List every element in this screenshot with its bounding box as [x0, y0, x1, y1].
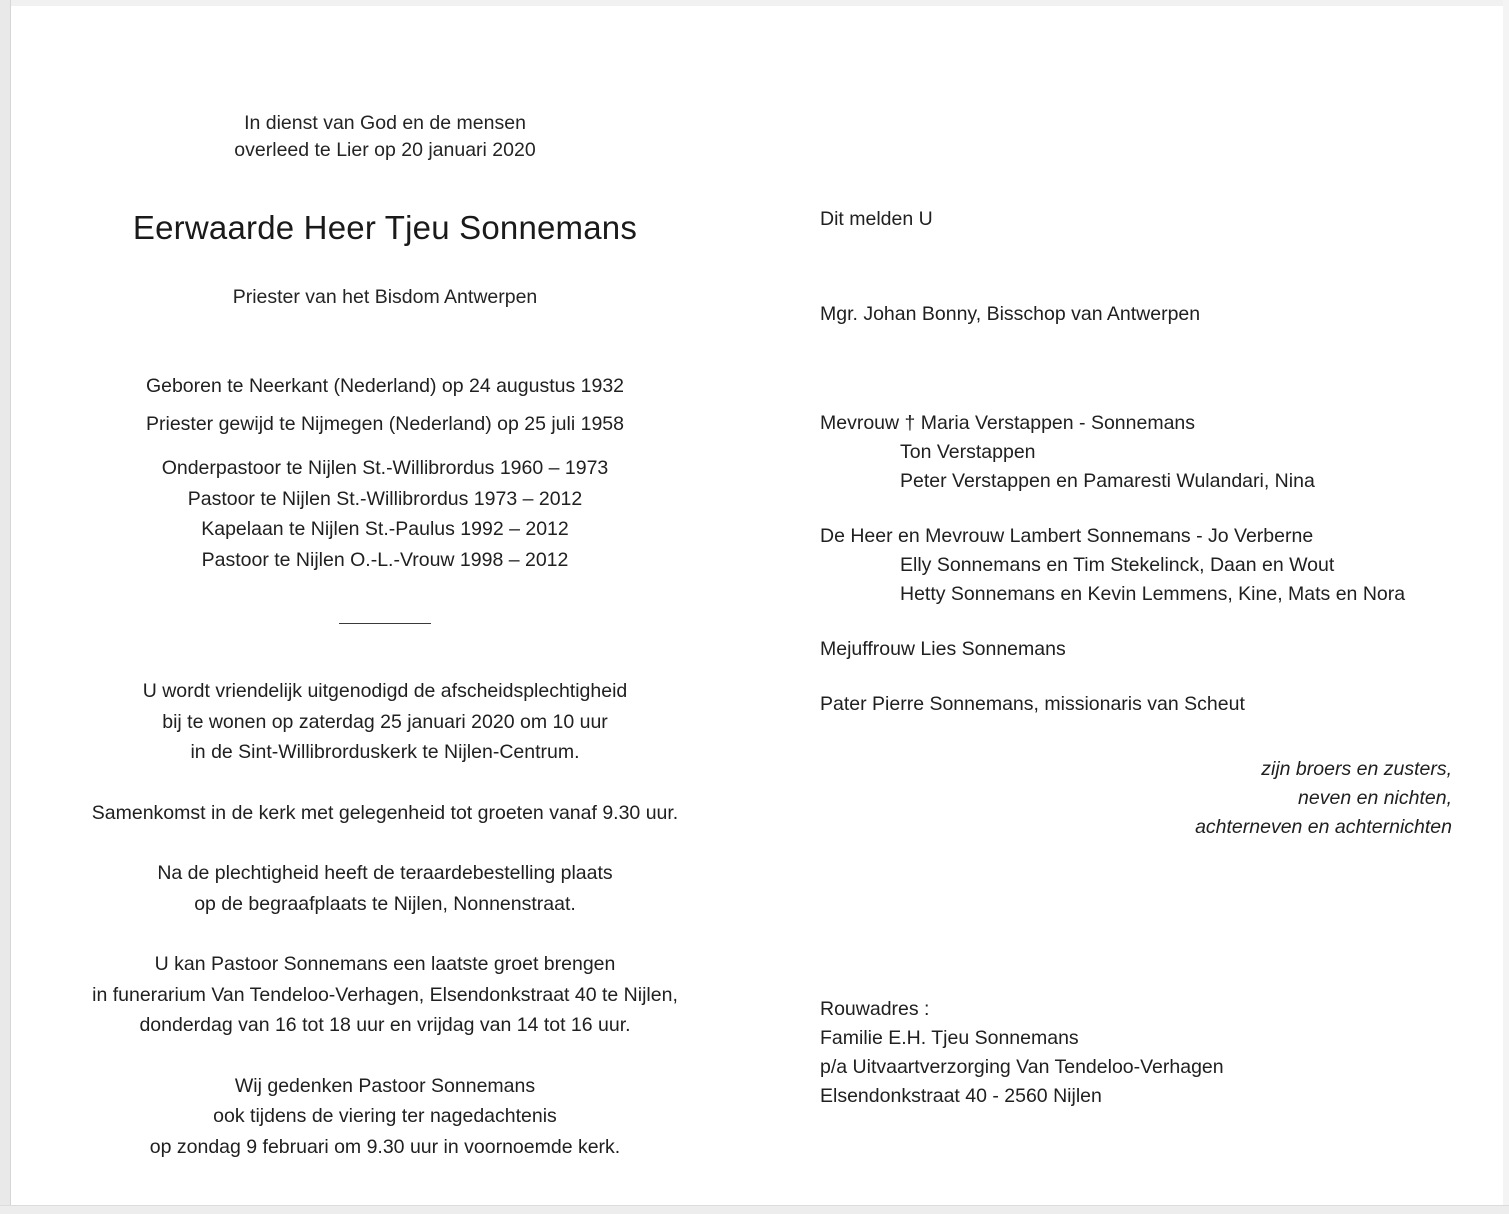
invitation-block [60, 676, 710, 768]
position-item: Pastoor te Nijlen St.-Willibrordus 1973 – 2012 [187, 487, 583, 510]
spacer [820, 329, 1460, 395]
family-child-line: Peter Verstappen en Pamaresti Wulandari, Nina [900, 470, 1315, 492]
address-line: Elsendonkstraat 40 - 2560 Nijlen [820, 1085, 1102, 1107]
family-group [820, 409, 1460, 496]
gathering-note: Samenkomst in de kerk met gelegenheid tot groeten vanaf 9.30 uur. [91, 801, 679, 824]
deceased-role: Priester van het Bisdom Antwerpen [232, 286, 538, 308]
ordination-line: Priester gewijd te Nijmegen (Nederland) op 25 juli 1958 [145, 413, 624, 435]
family-main-line: De Heer en Mevrouw Lambert Sonnemans - Jo Verberne [820, 525, 1314, 547]
spacer [820, 395, 1460, 409]
section-divider [339, 623, 431, 624]
address-line: p/a Uitvaartverzorging Van Tendeloo-Verhagen [820, 1056, 1224, 1078]
lead-line-1: In dienst van God en de mensen [244, 112, 526, 134]
birth-line: Geboren te Neerkant (Nederland) op 24 augustus 1932 [145, 375, 625, 397]
burial-line: Na de plechtigheid heeft de teraardebestelling plaats [157, 862, 613, 884]
family-group [820, 522, 1460, 609]
relations-note [820, 755, 1460, 842]
family-group [820, 690, 1460, 719]
address-line: Rouwadres : [820, 998, 930, 1020]
family-group [820, 635, 1460, 664]
page-edge-left [0, 0, 11, 1214]
remembrance-line: ook tijdens de viering ter nagedachtenis [213, 1105, 557, 1127]
visitation-block [60, 949, 710, 1041]
page-edge-bottom [0, 1205, 1509, 1214]
family-child-line: Hetty Sonnemans en Kevin Lemmens, Kine, Mats en Nora [900, 583, 1406, 605]
page-edge-right [1503, 0, 1509, 1214]
relations-line: zijn broers en zusters, [1261, 758, 1452, 780]
relations-line: neven en nichten, [1298, 787, 1452, 809]
spacer [820, 664, 1460, 690]
mourning-address [820, 995, 1480, 1111]
right-column [820, 205, 1460, 842]
family-child-line: Ton Verstappen [900, 441, 1036, 463]
spacer [820, 496, 1460, 522]
remembrance-block [60, 1071, 710, 1163]
position-item: Kapelaan te Nijlen St.-Paulus 1992 – 2012 [201, 518, 569, 540]
left-column [60, 110, 710, 1162]
page-edge-top [0, 0, 1509, 6]
family-main-line: Pater Pierre Sonnemans, missionaris van Scheut [820, 693, 1245, 715]
visitation-line: U kan Pastoor Sonnemans een laatste groet brengen [154, 953, 616, 975]
visitation-line: donderdag van 16 tot 18 uur en vrijdag van 14 tot 16 uur. [139, 1014, 631, 1036]
remembrance-line: op zondag 9 februari om 9.30 uur in voornoemde kerk. [149, 1135, 621, 1158]
burial-block [60, 858, 710, 919]
burial-line: op de begraafplaats te Nijlen, Nonnenstraat. [194, 892, 576, 915]
biography-block [60, 367, 710, 443]
deceased-name: Eerwaarde Heer Tjeu Sonnemans [132, 209, 638, 246]
bishop-line: Mgr. Johan Bonny, Bisschop van Antwerpen [820, 303, 1201, 325]
remembrance-line: Wij gedenken Pastoor Sonnemans [234, 1074, 536, 1097]
announcement-intro: Dit melden U [820, 208, 933, 230]
spacer [820, 234, 1460, 300]
lead-line-2: overleed te Lier op 20 januari 2020 [234, 139, 536, 161]
family-child-line: Elly Sonnemans en Tim Stekelinck, Daan en Wout [900, 554, 1335, 576]
invitation-line: bij te wonen op zaterdag 25 januari 2020 om 10 uur [162, 710, 608, 733]
lead-text [60, 110, 710, 164]
visitation-line: in funerarium Van Tendeloo-Verhagen, Elsendonkstraat 40 te Nijlen, [92, 983, 678, 1006]
relations-line: achterneven en achternichten [1195, 816, 1452, 838]
invitation-line: in de Sint-Willibrorduskerk te Nijlen-Centrum. [190, 741, 580, 763]
position-item: Pastoor te Nijlen O.-L.-Vrouw 1998 – 2012 [201, 548, 569, 571]
family-main-line: Mejuffrouw Lies Sonnemans [820, 638, 1066, 660]
position-item: Onderpastoor te Nijlen St.-Willibrordus 1960 – 1973 [161, 457, 609, 479]
family-main-line: Mevrouw † Maria Verstappen - Sonnemans [820, 412, 1196, 434]
positions-list [60, 453, 710, 575]
address-line: Familie E.H. Tjeu Sonnemans [820, 1027, 1079, 1049]
spacer [820, 609, 1460, 635]
invitation-line: U wordt vriendelijk uitgenodigd de afscheidsplechtigheid [142, 680, 628, 702]
